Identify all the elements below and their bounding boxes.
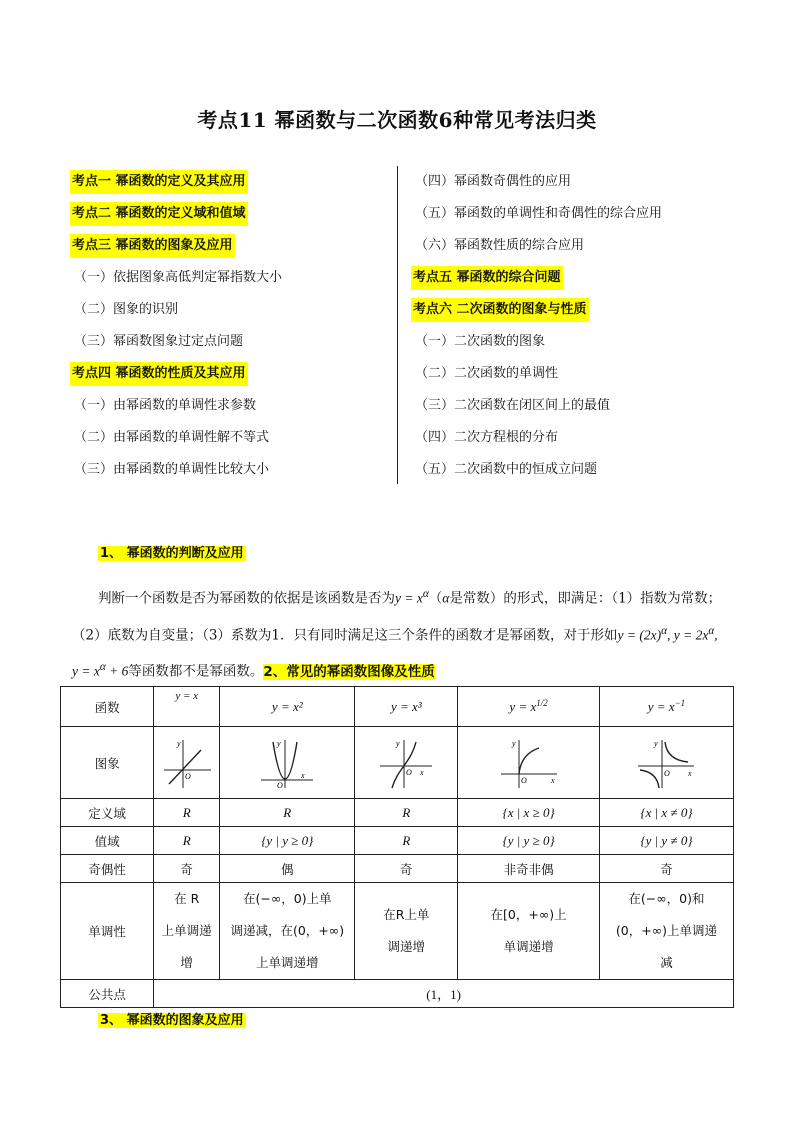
- toc-item[interactable]: （一）依据图象高低判定幂指数大小: [74, 270, 283, 285]
- parity-cell: 非奇非偶: [458, 855, 600, 883]
- toc-item[interactable]: （五）二次函数中的恒成立问题: [415, 462, 598, 477]
- svg-text:x: x: [688, 768, 693, 778]
- graph-y-x: [161, 736, 213, 790]
- graph-y-x3: [376, 736, 436, 790]
- toc-item[interactable]: 考点一 幂函数的定义及其应用: [70, 170, 390, 202]
- toc-item[interactable]: （六）幂函数性质的综合应用: [415, 238, 585, 253]
- svg-text:x: x: [550, 775, 555, 785]
- section-heading: 3、 幂函数的图象及应用: [100, 1013, 244, 1028]
- table-row: [61, 687, 734, 727]
- toc-item[interactable]: （一）由幂函数的单调性求参数: [74, 398, 257, 413]
- mono-cell: 在[0，+∞)上 单调递增: [458, 883, 600, 980]
- graph-cell: [154, 727, 220, 799]
- toc-item[interactable]: 考点六 二次函数的图象与性质: [411, 298, 731, 330]
- section-heading: 2、常见的幂函数图像及性质: [263, 663, 435, 680]
- toc-item[interactable]: 考点五 幂函数的综合问题: [411, 266, 731, 298]
- row-label: 定义域: [61, 799, 154, 827]
- graph-y-x2: [257, 736, 317, 790]
- toc-right-column: [411, 170, 731, 490]
- graph-y-sqrt-x: [497, 736, 561, 790]
- range-cell: R: [154, 827, 220, 855]
- func-cell: $y = x^{-1}$: [599, 687, 733, 727]
- toc-item[interactable]: （五）幂函数的单调性和奇偶性的综合应用: [415, 206, 663, 221]
- row-label: 值域: [61, 827, 154, 855]
- toc-item[interactable]: 考点三 幂函数的图象及应用: [70, 234, 390, 266]
- func-cell: $y = x^{1/2}$: [458, 687, 600, 727]
- svg-text:y: y: [654, 738, 659, 748]
- table-row: [61, 727, 734, 799]
- range-cell: {y | y ≥ 0}: [220, 827, 355, 855]
- toc-item[interactable]: （二）图象的识别: [74, 302, 179, 317]
- svg-text:O: O: [406, 767, 413, 777]
- row-label: 图象: [61, 727, 154, 799]
- domain-cell: {x | x ≥ 0}: [458, 799, 600, 827]
- svg-text:y: y: [277, 738, 281, 748]
- parity-cell: 偶: [220, 855, 355, 883]
- svg-text:x: x: [420, 767, 424, 777]
- toc-item[interactable]: 考点四 幂函数的性质及其应用: [70, 362, 390, 394]
- row-label: 函数: [61, 687, 154, 727]
- range-cell: {y | y ≥ 0}: [458, 827, 600, 855]
- toc-item[interactable]: （四）幂函数奇偶性的应用: [415, 174, 572, 189]
- svg-text:O: O: [520, 775, 527, 785]
- power-function-table: [60, 686, 734, 1008]
- graph-y-inv-x: [634, 736, 698, 790]
- toc-item[interactable]: （三）幂函数图象过定点问题: [74, 334, 244, 349]
- mono-cell: 在(−∞，0)上单 调递减，在(0，+∞) 上单调递增: [220, 883, 355, 980]
- func-cell: y = x³: [355, 687, 458, 727]
- graph-cell: [220, 727, 355, 799]
- toc-item[interactable]: （四）二次方程根的分布: [415, 430, 559, 445]
- table-row: [61, 855, 734, 883]
- svg-text:O: O: [277, 780, 284, 790]
- domain-cell: R: [154, 799, 220, 827]
- mono-cell: 在R上单 调递增: [355, 883, 458, 980]
- func-cell: y = x²: [220, 687, 355, 727]
- row-label: 公共点: [61, 980, 154, 1008]
- table-row: [61, 883, 734, 980]
- range-cell: {y | y ≠ 0}: [599, 827, 733, 855]
- toc-divider: [397, 166, 398, 484]
- svg-text:O: O: [664, 768, 671, 778]
- table-row: [61, 799, 734, 827]
- toc-item[interactable]: （三）由幂函数的单调性比较大小: [74, 462, 270, 477]
- body-paragraph: 判断一个函数是否为幂函数的依据是该函数是否为$y = x^\alpha(\alpha$是常数）的形式，即满足：（1）指数为常数；（2）底数为自变量；（3）系数为1．只有同时满足这三个条件的函数才是幂函数，对于形如$y = (2x)^\alpha$, $y = 2x^\alpha$, $y = x^\alpha + 6$等函数都不是幂函数。2、常见的幂函数图像及性质: [72, 588, 722, 680]
- func-cell: y = x: [154, 687, 220, 727]
- toc-item[interactable]: （二）二次函数的单调性: [415, 366, 559, 381]
- toc-item[interactable]: （二）由幂函数的单调性解不等式: [74, 430, 270, 445]
- svg-text:y: y: [511, 738, 516, 748]
- parity-cell: 奇: [599, 855, 733, 883]
- table-row: [61, 827, 734, 855]
- mono-cell: 在(−∞，0)和 (0，+∞)上单调递 减: [599, 883, 733, 980]
- graph-cell: [355, 727, 458, 799]
- domain-cell: R: [355, 799, 458, 827]
- parity-cell: 奇: [154, 855, 220, 883]
- toc-item[interactable]: （一）二次函数的图象: [415, 334, 546, 349]
- table-row: [61, 980, 734, 1008]
- svg-text:O: O: [184, 771, 191, 781]
- svg-text:x: x: [301, 770, 305, 780]
- page-title: 考点11 幂函数与二次函数6种常见考法归类: [197, 108, 597, 132]
- svg-text:y: y: [396, 738, 400, 748]
- toc-item[interactable]: （三）二次函数在闭区间上的最值: [415, 398, 611, 413]
- mono-cell: 在 R 上单调递 增: [154, 883, 220, 980]
- common-point-cell: (1，1): [154, 980, 734, 1008]
- domain-cell: {x | x ≠ 0}: [599, 799, 733, 827]
- row-label: 奇偶性: [61, 855, 154, 883]
- row-label: 单调性: [61, 883, 154, 980]
- svg-text:y: y: [176, 738, 181, 748]
- range-cell: R: [355, 827, 458, 855]
- graph-cell: [458, 727, 600, 799]
- toc-left-column: [70, 170, 390, 490]
- domain-cell: R: [220, 799, 355, 827]
- parity-cell: 奇: [355, 855, 458, 883]
- graph-cell: [599, 727, 733, 799]
- section-heading: 1、 幂函数的判断及应用: [100, 546, 244, 561]
- toc-item[interactable]: 考点二 幂函数的定义域和值域: [70, 202, 390, 234]
